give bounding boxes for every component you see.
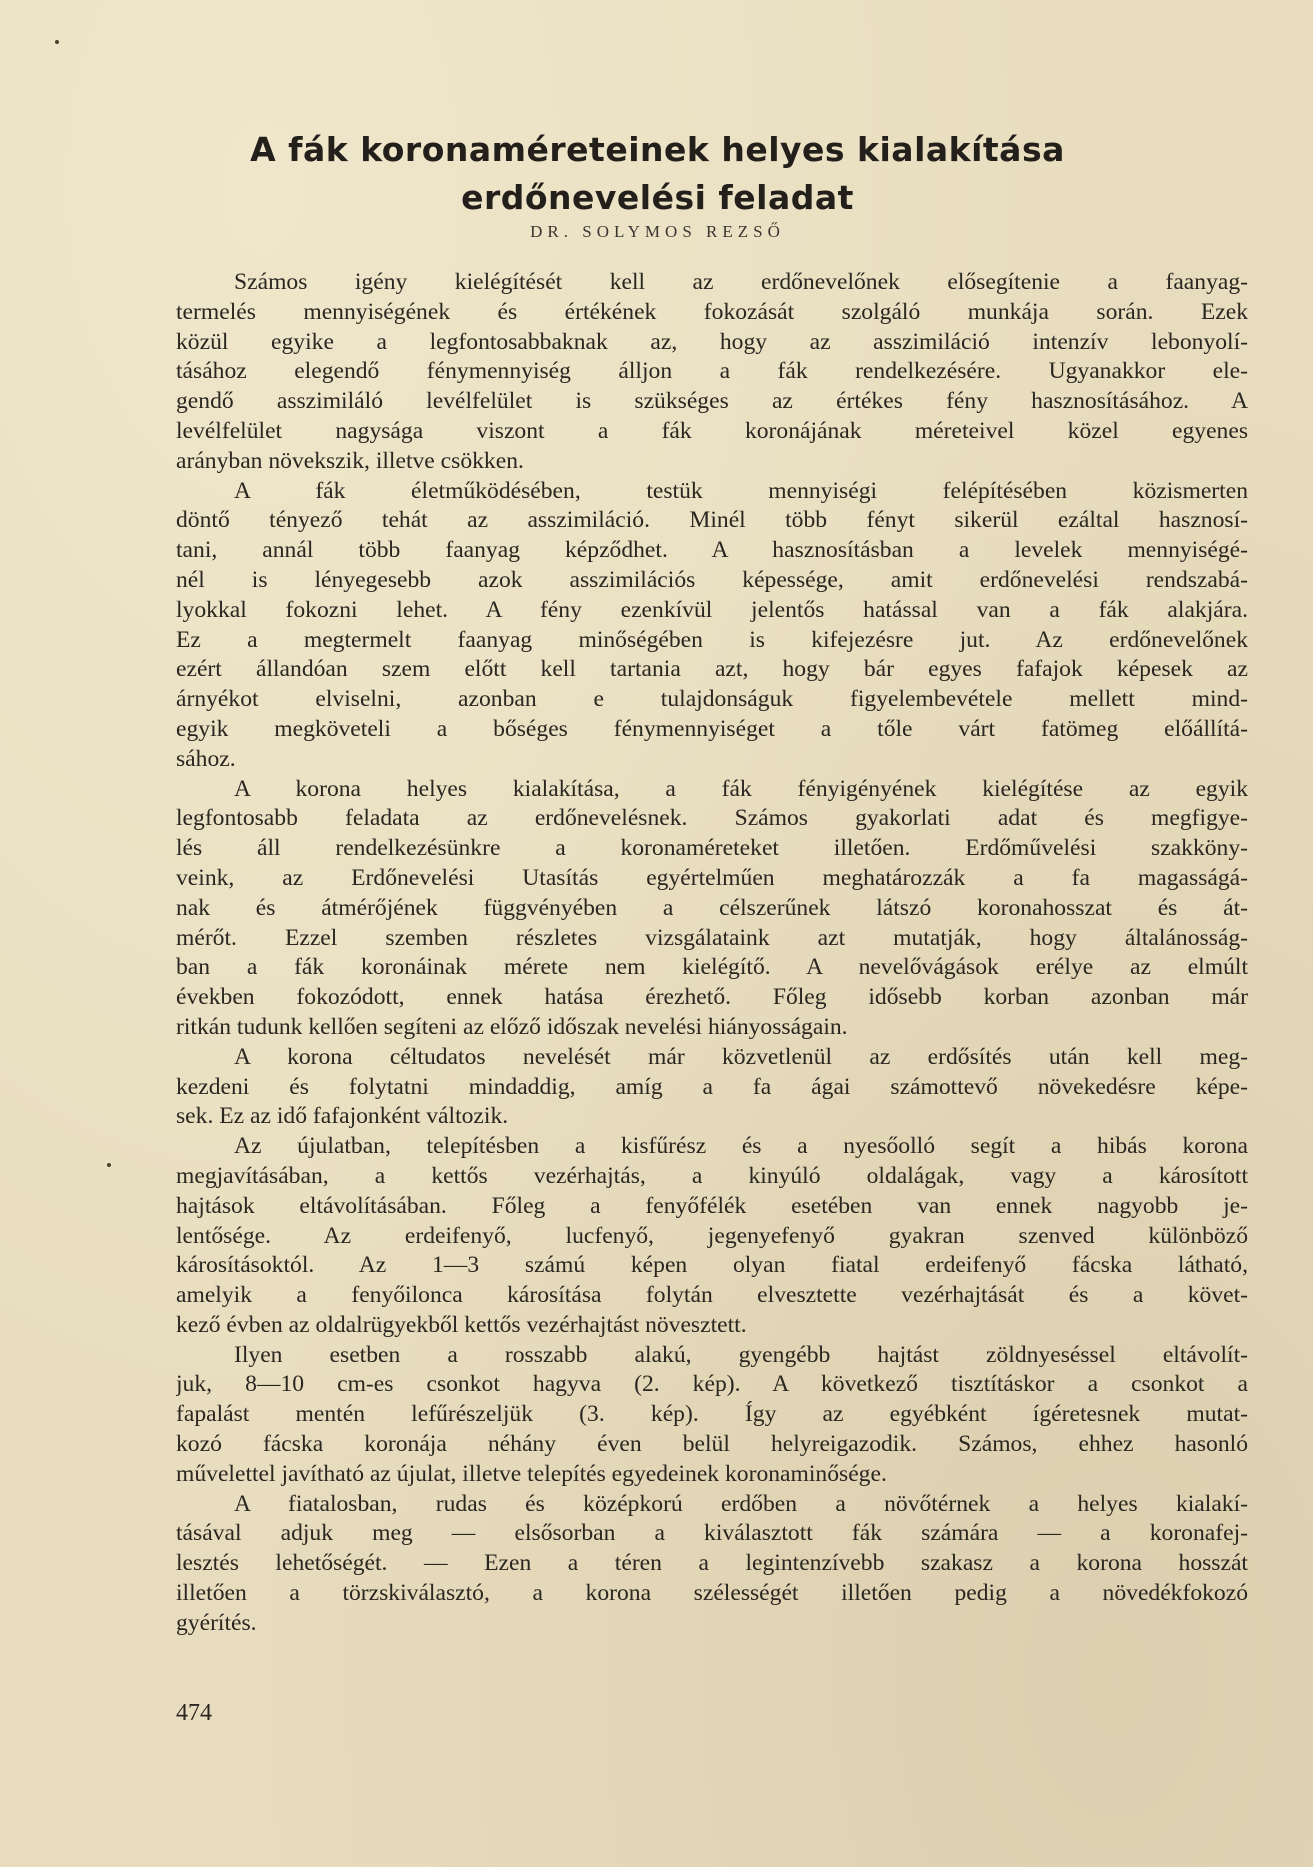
body-line: kező évben az oldalrügyekből kettős vezérhajtást növesztett. (176, 1311, 747, 1338)
body-line: termelés mennyiségének és értékének fokozását szolgáló munkája során. Ezek (176, 298, 1248, 325)
body-line: mérőt. Ezzel szemben részletes vizsgálataink azt mutatják, hogy általánosság- (176, 924, 1248, 951)
body-line: juk, 8—10 cm-es csonkot hagyva (2. kép). A következő tisztításkor a csonkot a (176, 1371, 1248, 1398)
body-line: ezért állandóan szem előtt kell tartania azt, hogy bár egyes fafajok képesek az (176, 656, 1248, 683)
body-line: években fokozódott, ennek hatása érezhető. Főleg idősebb korban azonban már (176, 984, 1248, 1011)
body-line: Ez a megtermelt faanyag minőségében is kifejezésre jut. Az erdőnevelőnek (176, 626, 1248, 653)
body-line: lyokkal fokozni lehet. A fény ezenkívül jelentős hatással van a fák alakjára. (176, 596, 1248, 623)
body-line: közül egyike a legfontosabbaknak az, hogy az asszimiláció intenzív lebonyolí- (176, 328, 1248, 355)
body-line: ban a fák koronáinak mérete nem kielégítő. A nevelővágások erélye az elmúlt (176, 954, 1248, 981)
body-line: veink, az Erdőnevelési Utasítás egyértelműen meghatározzák a fa magasságá- (176, 864, 1248, 891)
body-line: tásához elegendő fénymennyiség álljon a fák rendelkezésére. Ugyanakkor ele- (176, 358, 1248, 385)
body-line: ritkán tudunk kellően segíteni az előző időszak nevelési hiányosságain. (176, 1013, 848, 1040)
body-line: A korona helyes kialakítása, a fák fényigényének kielégítése az egyik (234, 775, 1248, 802)
article-body (176, 268, 1248, 1639)
body-line: lés áll rendelkezésünkre a koronaméreteket illetően. Erdőművelési szakköny- (176, 835, 1248, 862)
body-line: gendő asszimiláló levélfelület is szükséges az értékes fény hasznosításához. A (176, 388, 1248, 415)
article-title (200, 126, 1115, 222)
body-line: egyik megköveteli a bőséges fénymennyiséget a tőle várt fatömeg előállítá- (176, 715, 1248, 742)
body-line: tani, annál több faanyag képződhet. A hasznosításban a levelek mennyiségé- (176, 537, 1248, 564)
body-line: legfontosabb feladata az erdőnevelésnek. Számos gyakorlati adat és megfigye- (176, 805, 1248, 832)
body-line: amelyik a fenyőilonca károsítása folytán elvesztette vezérhajtását és a követ- (176, 1282, 1248, 1309)
body-line: kozó fácska koronája néhány éven belül helyreigazodik. Számos, ehhez hasonló (176, 1431, 1248, 1458)
body-line: művelettel javítható az újulat, illetve telepítés egyedeinek koronaminősége. (176, 1460, 887, 1487)
body-line: nél is lényegesebb azok asszimilációs képessége, amit erdőnevelési rendszabá- (176, 566, 1248, 593)
body-line: Számos igény kielégítését kell az erdőnevelőnek elősegítenie a faanyag- (234, 269, 1248, 295)
body-line: árnyékot elviselni, azonban e tulajdonságuk figyelembevétele mellett mind- (176, 686, 1248, 713)
body-line: megjavításában, a kettős vezérhajtás, a kinyúló oldalágak, vagy a károsított (176, 1162, 1248, 1189)
body-line: hajtások eltávolításában. Főleg a fenyőfélék esetében van ennek nagyobb je- (176, 1192, 1248, 1219)
body-line: gyérítés. (176, 1609, 257, 1636)
body-line: lesztés lehetőségét. — Ezen a téren a legintenzívebb szakasz a korona hosszát (176, 1550, 1248, 1577)
body-line: sához. (176, 745, 236, 772)
body-line: kezdeni és folytatni mindaddig, amíg a fa ágai számottevő növekedésre képe- (176, 1073, 1248, 1100)
body-line: nak és átmérőjének függvényében a célszerűnek látszó koronahosszat és át- (176, 894, 1248, 921)
body-line: tásával adjuk meg — elsősorban a kiválasztott fák számára — a koronafej- (176, 1520, 1248, 1547)
author-byline: DR. SOLYMOS REZSŐ (530, 222, 785, 241)
body-line: A fiatalosban, rudas és középkorú erdőben a növőtérnek a helyes kialakí- (234, 1490, 1248, 1517)
body-line: károsításoktól. Az 1—3 számú képen olyan fiatal erdeifenyő fácska látható, (176, 1252, 1248, 1279)
title-line-2: erdőnevelési feladat (461, 178, 854, 217)
body-line: illetően a törzskiválasztó, a korona szélességét illetően pedig a növedékfokozó (176, 1580, 1248, 1607)
page-number: 474 (176, 1700, 212, 1726)
title-line-1: A fák koronaméreteinek helyes kialakítása (250, 130, 1065, 169)
body-line-italic-lead: Az újulatban, telepítésben a kisfűrész és a nyesőolló segít a hibás korona (234, 1133, 1248, 1160)
paper-speck (107, 1163, 111, 1167)
body-line: arányban növekszik, illetve csökken. (176, 447, 524, 474)
body-line: fapalást mentén lefűrészeljük (3. kép). Így az egyébként ígéretesnek mutat- (176, 1401, 1248, 1428)
body-line: lentősége. Az erdeifenyő, lucfenyő, jegenyefenyő gyakran szenved különböző (176, 1222, 1248, 1249)
body-line: döntő tényező tehát az asszimiláció. Minél több fényt sikerül ezáltal hasznosí- (176, 507, 1248, 534)
paper-speck (55, 40, 59, 44)
body-line: sek. Ez az idő fafajonként változik. (176, 1103, 509, 1130)
body-line: A fák életműködésében, testük mennyiségi felépítésében közismerten (234, 477, 1248, 504)
body-line: levélfelület nagysága viszont a fák koronájának méreteivel közel egyenes (176, 417, 1248, 444)
body-line: Ilyen esetben a rosszabb alakú, gyengébb hajtást zöldnyeséssel eltávolít- (234, 1341, 1248, 1368)
body-line: A korona céltudatos nevelését már közvetlenül az erdősítés után kell meg- (234, 1043, 1248, 1070)
